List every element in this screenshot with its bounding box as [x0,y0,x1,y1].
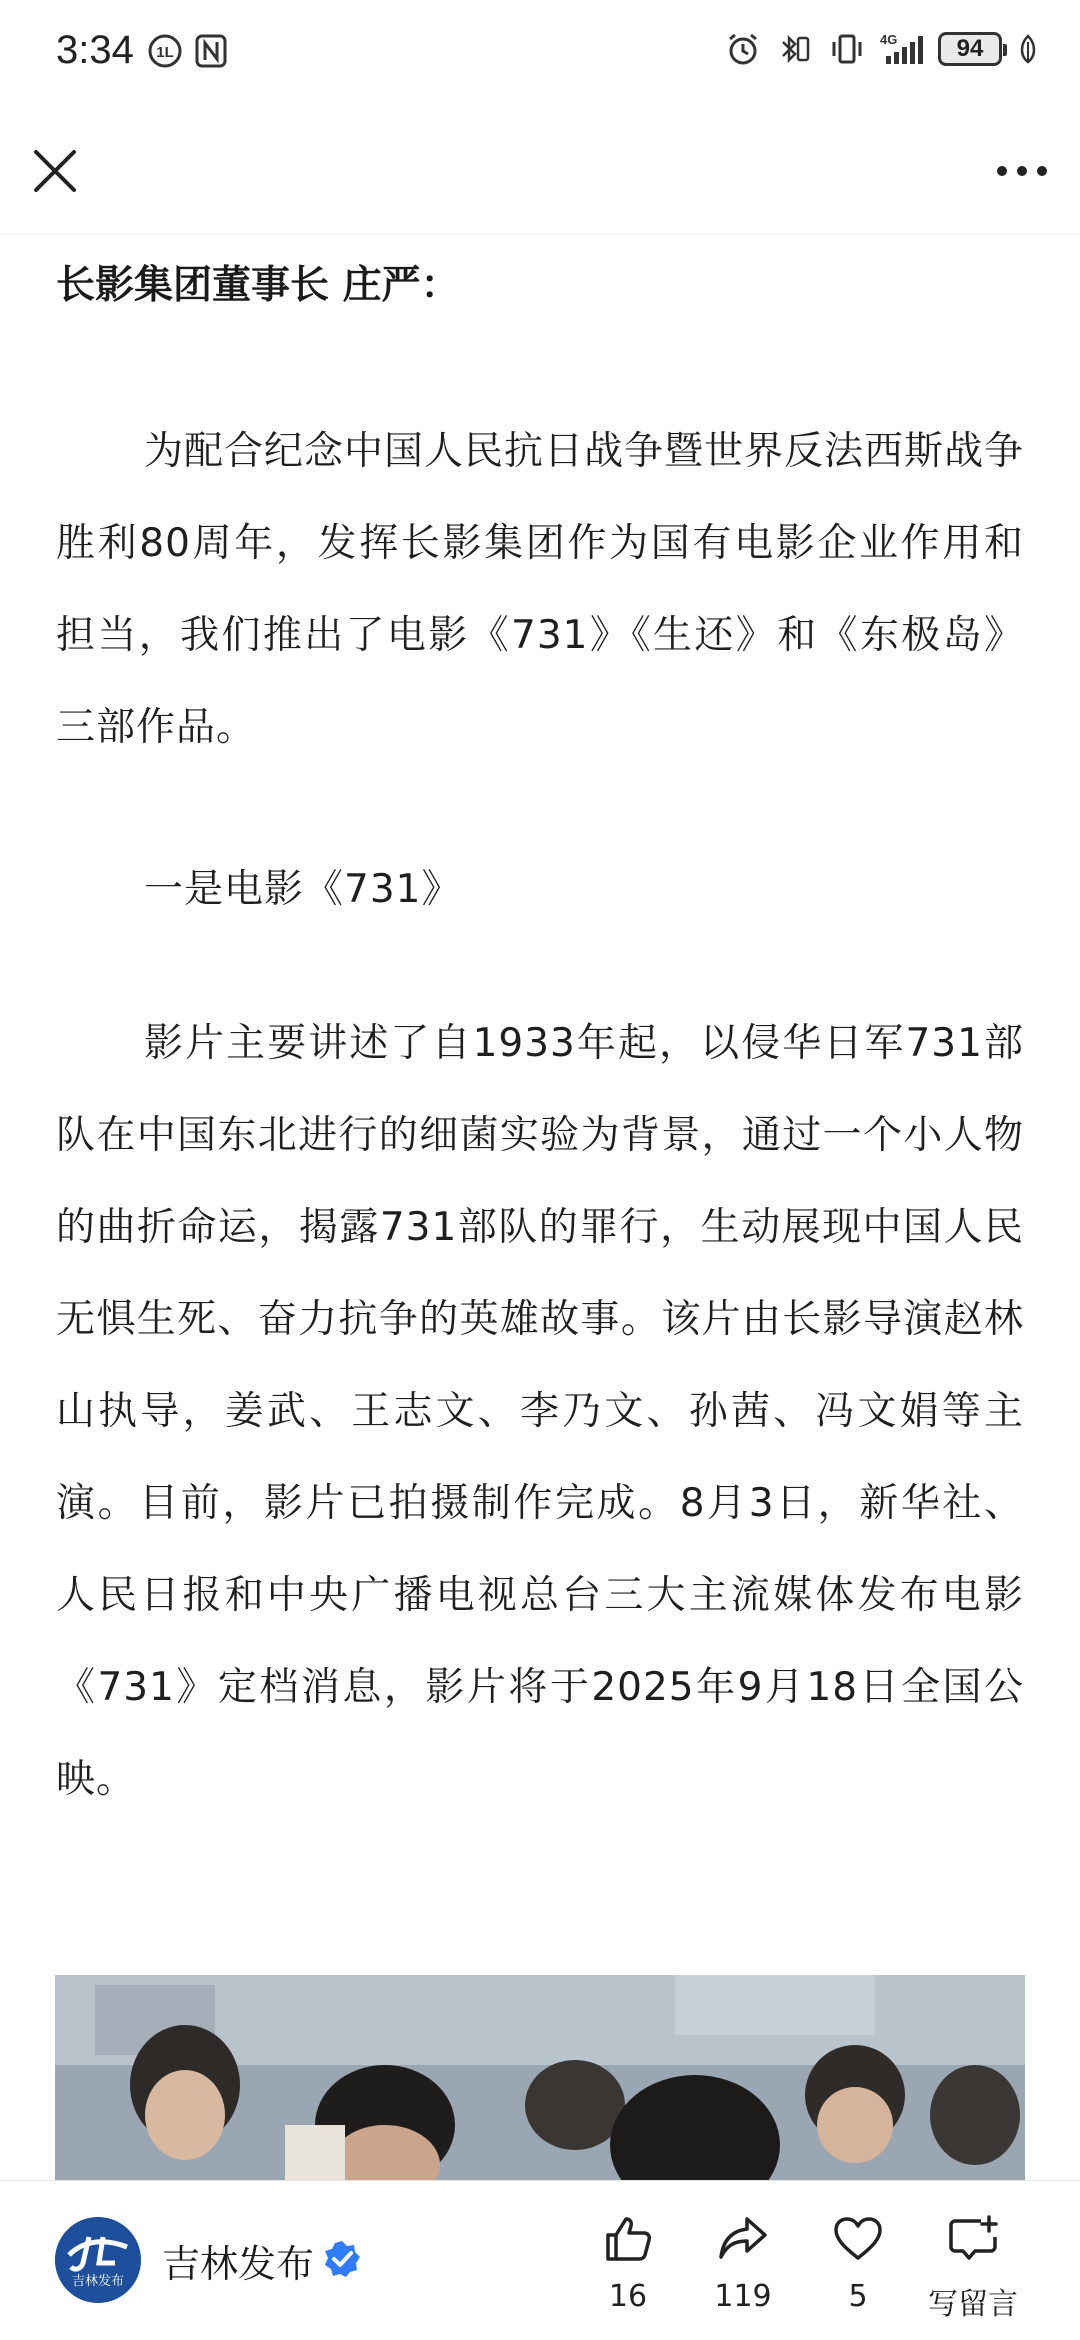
verified-badge-icon [322,2239,362,2279]
bluetooth-vibrate-icon [776,30,814,68]
account-name[interactable]: 吉林发布 [162,2242,315,2286]
data-saver-icon [146,32,184,70]
favorite-button[interactable] [803,2211,913,2314]
press-conference-photo [55,1975,1025,2185]
thumbs-up-icon [600,2211,656,2267]
status-left-icons [146,32,230,70]
article-subheading: 一是电影《731》 [144,867,462,912]
account-avatar[interactable] [55,2217,141,2303]
signal-4g-icon [880,30,924,68]
speaker-heading: 长影集团董事长 庄严： [56,263,460,308]
svg-text:吉林发布: 吉林发布 [71,2274,125,2289]
close-icon[interactable] [28,144,82,198]
nav-bar [0,108,1080,235]
share-count: 119 [714,2279,772,2314]
alarm-icon [724,30,762,68]
status-time: 3:34 [56,28,134,72]
article-photo[interactable] [55,1975,1025,2185]
nfc-icon [192,32,230,70]
svg-text:1L: 1L [156,44,174,61]
svg-text:4G: 4G [880,32,898,47]
write-comment-label: 写留言 [928,2287,1018,2322]
like-count: 16 [608,2279,648,2314]
comment-add-icon [945,2211,1001,2267]
share-button[interactable] [688,2211,798,2314]
article-paragraph: 为配合纪念中国人民抗日战争暨世界反法西斯战争胜利80周年，发挥长影集团作为国有电影企业作用和担当，我们推出了电影《731》《生还》和《东极岛》三部作品。 [56,429,1025,750]
share-arrow-icon [715,2211,771,2267]
status-bar [0,0,1080,108]
status-right-icons [724,30,1040,68]
favorite-count: 5 [848,2279,868,2314]
leaf-icon [1016,30,1040,68]
battery-indicator: 94 [938,32,1002,66]
write-comment-button[interactable] [918,2211,1028,2323]
vibrate-icon [828,30,866,68]
like-button[interactable] [573,2211,683,2314]
more-options-icon[interactable] [992,144,1052,198]
bottom-action-bar [0,2180,1080,2340]
heart-icon [830,2211,886,2267]
account-logo-icon [55,2217,141,2303]
article-paragraph: 影片主要讲述了自1933年起，以侵华日军731部队在中国东北进行的细菌实验为背景，通过一个小人物的曲折命运，揭露731部队的罪行，生动展现中国人民无惧生死、奋力抗争的英雄故事。该片由长影导演赵林山执导，姜武、王志文、李乃文、孙茜、冯文娟等主演。目前，影片已拍摄制作完成。8月3日，新华社、人民日报和中央广播电视总台三大主流媒体发布电影《731》定档消息，影片将于2025年9月18日全国公映。 [56,1021,1024,1802]
